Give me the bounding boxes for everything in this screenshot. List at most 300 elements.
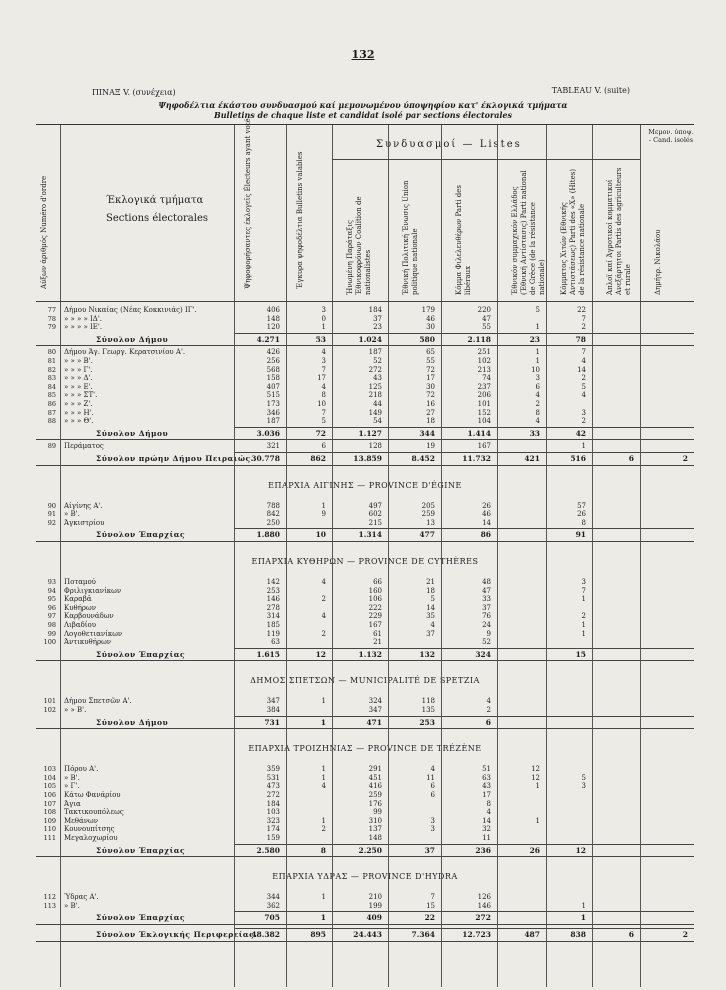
cell-value: 1	[321, 893, 326, 902]
cell-value: 148	[266, 314, 280, 323]
cell-value: 215	[368, 518, 382, 527]
cell-value: 76	[482, 612, 491, 621]
cell-value: 237	[477, 382, 491, 391]
cell-value: 146	[477, 901, 491, 910]
cell-value: 473	[266, 782, 280, 791]
cell-value: 15	[575, 649, 586, 659]
cell-value: 2	[682, 454, 688, 463]
cell-value: 6	[430, 791, 435, 799]
row-number: 90	[47, 501, 56, 510]
cell-value: 72	[426, 391, 435, 400]
cell-value: 102	[477, 357, 491, 365]
cell-value: 43	[482, 782, 491, 791]
cell-value: 222	[368, 603, 382, 612]
cell-value: 44	[373, 400, 382, 408]
col-header-order: Αύξων άριθμός Numéro d'ordre	[40, 175, 48, 289]
cell-value: 27	[426, 408, 435, 417]
table-column-rule	[286, 125, 287, 987]
cell-value: 48.382	[251, 930, 280, 939]
cell-value: 5	[581, 773, 586, 782]
table-column-rule	[546, 125, 547, 987]
cell-value: 2	[581, 323, 586, 332]
cell-value: 185	[266, 621, 280, 629]
cell-value: 52	[373, 357, 382, 365]
table-column-rule	[592, 125, 593, 987]
cell-value: 1	[580, 913, 586, 923]
section-name: Καρβουνάδων	[64, 612, 114, 621]
total-rule	[234, 648, 694, 649]
section-name: Λιβαδίου	[64, 621, 97, 629]
cell-value: 14	[482, 816, 491, 825]
total-label: Σύνολον Έπαρχίας	[96, 649, 186, 659]
row-number: 95	[47, 595, 56, 604]
row-number: 104	[43, 773, 56, 782]
cell-value: 324	[475, 649, 491, 659]
cell-value: 35	[426, 612, 435, 621]
cell-value: 37	[426, 629, 435, 638]
table-column-rule	[441, 125, 442, 987]
section-name: Τακτικουπόλεως	[64, 808, 124, 817]
col-header-listes: Συνδυασμοί — Listes	[376, 139, 522, 150]
cell-value: 184	[368, 306, 382, 314]
total-rule	[234, 333, 694, 334]
section-name: Άγια	[64, 799, 81, 808]
cell-value: 37	[424, 845, 435, 855]
row-number: 82	[47, 365, 56, 374]
cell-value: 19	[426, 442, 435, 451]
cell-value: 13.859	[353, 454, 382, 463]
row-number: 86	[47, 400, 56, 408]
col-header-sections-fr: Sections électorales	[106, 213, 209, 224]
cell-value: 471	[366, 717, 382, 727]
cell-value: 4	[321, 578, 326, 586]
section-name: Ύδρας Α'.	[64, 893, 99, 902]
row-number: 110	[43, 825, 56, 834]
cell-value: 23	[373, 323, 382, 332]
cell-value: 1	[581, 621, 586, 629]
cell-value: 118	[421, 697, 435, 706]
cell-value: 346	[266, 408, 280, 417]
cell-value: 2.250	[358, 845, 382, 855]
cell-value: 1	[581, 442, 586, 451]
cell-value: 101	[477, 400, 491, 408]
cell-value: 66	[373, 578, 382, 586]
cell-value: 24.443	[353, 930, 382, 939]
cell-value: 7.364	[411, 930, 435, 939]
cell-value: 531	[266, 773, 280, 782]
total-label: Σύνολον Δήμου	[96, 428, 169, 438]
results-table	[36, 118, 694, 987]
section-heading: ΔΗΜΟΣ ΣΠΕΤΣΩΝ — MUNICIPALITÉ DE SPETZIA	[250, 676, 480, 686]
col-header-list-7: Δημήτρ. Νικολάου	[654, 229, 662, 295]
section-rule	[36, 660, 694, 661]
cell-value: 421	[524, 454, 540, 463]
cell-value: 259	[368, 791, 382, 799]
cell-value: 4	[486, 808, 491, 817]
section-name: » » Β'.	[64, 706, 87, 714]
cell-value: 220	[477, 306, 491, 314]
cell-value: 18	[426, 417, 435, 426]
cell-value: 4	[430, 621, 435, 629]
cell-value: 7	[321, 408, 326, 417]
cell-value: 2	[682, 930, 688, 939]
cell-value: 1.314	[358, 530, 382, 540]
cell-value: 2.580	[256, 845, 280, 855]
cell-value: 7	[581, 586, 586, 595]
cell-value: 43	[373, 374, 382, 383]
cell-value: 61	[373, 629, 382, 638]
cell-value: 229	[368, 612, 382, 621]
cell-value: 1	[581, 595, 586, 604]
section-name: Αίγίνης Α'.	[64, 501, 103, 510]
cell-value: 63	[271, 638, 280, 647]
total-label: Σύνολον Έπαρχίας	[96, 845, 186, 855]
row-number: 91	[47, 510, 56, 519]
section-name: » » » ΣΤ'.	[64, 391, 98, 400]
cell-value: 1	[581, 901, 586, 910]
cell-value: 47	[482, 586, 491, 595]
cell-value: 63	[482, 773, 491, 782]
cell-value: 54	[373, 417, 382, 426]
cell-value: 15	[426, 901, 435, 910]
cell-value: 236	[475, 845, 491, 855]
cell-value: 187	[368, 348, 382, 357]
row-number: 108	[43, 808, 56, 817]
cell-value: 30	[426, 382, 435, 391]
cell-value: 22	[577, 306, 586, 314]
cell-value: 125	[368, 382, 382, 391]
cell-value: 6	[535, 382, 540, 391]
cell-value: 7	[581, 314, 586, 323]
cell-value: 126	[477, 893, 491, 902]
total-rule	[234, 452, 694, 453]
cell-value: 324	[368, 697, 382, 706]
cell-value: 119	[266, 629, 280, 638]
total-label: Σύνολον Έπαρχίας	[96, 530, 186, 540]
row-number: 97	[47, 612, 56, 621]
cell-value: 1.127	[358, 428, 382, 438]
cell-value: 37	[482, 603, 491, 612]
cell-value: 6	[485, 717, 491, 727]
total-label: Σύνολον Έκλογικής Περιφερείας.	[96, 930, 258, 939]
row-number: 96	[47, 603, 56, 612]
cell-value: 146	[266, 595, 280, 604]
title-greek: Ψηφοδέλτια έκάστου συνδυασμού καί μεμονωμένου ύποψηφίου κατ' έκλογικά τμήματα	[158, 100, 568, 110]
cell-value: 568	[266, 365, 280, 374]
cell-value: 451	[368, 773, 382, 782]
row-number: 99	[47, 629, 56, 638]
row-number: 89	[47, 442, 56, 451]
cell-value: 72	[426, 365, 435, 374]
page-number: 132	[351, 48, 375, 61]
cell-value: 4	[581, 391, 586, 400]
row-number: 103	[43, 765, 56, 774]
total-rule	[234, 427, 694, 428]
cell-value: 26	[482, 501, 491, 510]
cell-value: 14	[482, 518, 491, 527]
section-name: » » » Β'.	[64, 357, 93, 365]
cell-value: 26	[529, 845, 540, 855]
section-name: Μεθάνων	[64, 816, 98, 825]
cell-value: 1	[321, 773, 326, 782]
cell-value: 8	[320, 845, 326, 855]
cell-value: 2	[581, 374, 586, 383]
cell-value: 1	[535, 816, 540, 825]
cell-value: 55	[482, 323, 491, 332]
section-name: Δήμου Σπετσῶν Α'.	[64, 697, 132, 706]
cell-value: 1	[535, 357, 540, 365]
cell-value: 12	[315, 649, 326, 659]
total-label: Σύνολον πρώην Δήμου Πειραιώς.	[96, 454, 254, 463]
cell-value: 1.132	[358, 649, 382, 659]
cell-value: 8	[581, 518, 586, 527]
cell-value: 4	[535, 417, 540, 426]
cell-value: 259	[421, 510, 435, 519]
row-number: 85	[47, 391, 56, 400]
cell-value: 7	[430, 893, 435, 902]
row-number: 81	[47, 357, 56, 365]
cell-value: 213	[477, 365, 491, 374]
table-column-rule	[332, 125, 333, 987]
cell-value: 3	[581, 782, 586, 791]
cell-value: 838	[570, 930, 586, 939]
section-rule	[36, 465, 694, 466]
section-name: Ποταμού	[64, 578, 96, 586]
cell-value: 51	[482, 765, 491, 774]
cell-value: 158	[266, 374, 280, 383]
cell-value: 167	[368, 621, 382, 629]
cell-value: 199	[368, 901, 382, 910]
cell-value: 8	[321, 391, 326, 400]
cell-value: 6	[321, 442, 326, 451]
cell-value: 6	[430, 782, 435, 791]
row-number: 79	[47, 323, 56, 332]
cell-value: 206	[477, 391, 491, 400]
row-number: 88	[47, 417, 56, 426]
section-rule	[36, 856, 694, 857]
cell-value: 359	[266, 765, 280, 774]
cell-value: 253	[266, 586, 280, 595]
row-number: 107	[43, 799, 56, 808]
total-label: Σύνολον Έπαρχίας	[96, 913, 186, 923]
section-name: Δήμου Νικαίας (Νέας Κοκκινιάς) ΙΓ'.	[64, 306, 197, 314]
section-name: Κυθήρων	[64, 603, 96, 612]
cell-value: 2	[486, 706, 491, 714]
cell-value: 33	[529, 428, 540, 438]
cell-value: 3	[430, 816, 435, 825]
cell-value: 4	[321, 782, 326, 791]
header-left: ΠΙΝΑΞ V. (συνέχεια)	[92, 88, 176, 97]
cell-value: 3	[581, 578, 586, 586]
section-name: » Β'.	[64, 510, 80, 519]
cell-value: 8	[535, 408, 540, 417]
cell-value: 416	[368, 782, 382, 791]
cell-value: 1	[321, 697, 326, 706]
cell-value: 1.024	[358, 334, 382, 344]
cell-value: 149	[368, 408, 382, 417]
cell-value: 42	[575, 428, 586, 438]
cell-value: 14	[577, 365, 586, 374]
cell-value: 210	[368, 893, 382, 902]
cell-value: 314	[266, 612, 280, 621]
cell-value: 152	[477, 408, 491, 417]
col-header-list-6: Άπλοϊ καί Άγροτικοί κομματικοί Ανεξάρτητοι Partis des agriculteurs et rurale	[606, 167, 632, 295]
total-label: Σύνολον Δήμου	[96, 717, 169, 727]
cell-value: 1	[535, 782, 540, 791]
cell-value: 2	[535, 400, 540, 408]
cell-value: 21	[426, 578, 435, 586]
table-column-rule	[388, 125, 389, 987]
section-heading: ΕΠΑΡΧΙΑ ΤΡΟΙΖΗΝΙΑΣ — PROVINCE DE TRÉZÈNE	[248, 744, 482, 754]
cell-value: 344	[266, 893, 280, 902]
cell-value: 11.732	[462, 454, 491, 463]
cell-value: 11	[426, 773, 435, 782]
cell-value: 12	[575, 845, 586, 855]
cell-value: 1	[320, 717, 326, 727]
row-number: 84	[47, 382, 56, 391]
table-header-rule	[36, 301, 694, 302]
cell-value: 731	[264, 717, 280, 727]
cell-value: 4	[486, 697, 491, 706]
row-number: 111	[43, 834, 56, 842]
cell-value: 173	[266, 400, 280, 408]
cell-value: 477	[419, 530, 435, 540]
cell-value: 362	[266, 901, 280, 910]
row-number: 102	[43, 706, 56, 714]
cell-value: 167	[477, 442, 491, 451]
cell-value: 251	[477, 348, 491, 357]
cell-value: 23	[529, 334, 540, 344]
cell-value: 250	[266, 518, 280, 527]
cell-value: 160	[368, 586, 382, 595]
cell-value: 842	[266, 510, 280, 519]
cell-value: 1	[321, 323, 326, 332]
cell-value: 291	[368, 765, 382, 774]
cell-value: 74	[482, 374, 491, 383]
section-name: Λογοθετιανίκων	[64, 629, 123, 638]
cell-value: 5	[321, 417, 326, 426]
cell-value: 1	[535, 348, 540, 357]
cell-value: 218	[368, 391, 382, 400]
cell-value: 11	[482, 834, 491, 842]
cell-value: 53	[315, 334, 326, 344]
row-number: 78	[47, 314, 56, 323]
cell-value: 2	[581, 417, 586, 426]
row-number: 98	[47, 621, 56, 629]
table-column-rule	[60, 125, 61, 987]
cell-value: 18	[426, 586, 435, 595]
section-heading: ΕΠΑΡΧΙΑ ΥΔΡΑΣ — PROVINCE D'HYDRA	[272, 872, 458, 882]
cell-value: 10	[531, 365, 540, 374]
cell-value: 99	[373, 808, 382, 817]
section-rule	[36, 728, 694, 729]
section-rule	[36, 439, 694, 440]
cell-value: 47	[482, 314, 491, 323]
cell-value: 0	[321, 314, 326, 323]
cell-value: 179	[421, 306, 435, 314]
cell-value: 12	[531, 765, 540, 774]
cell-value: 17	[482, 791, 491, 799]
table-column-rule	[640, 125, 641, 987]
cell-value: 310	[368, 816, 382, 825]
cell-value: 16	[426, 400, 435, 408]
row-number: 106	[43, 791, 56, 799]
cell-value: 104	[477, 417, 491, 426]
cell-value: 2	[321, 825, 326, 834]
section-name: » » » Θ'.	[64, 417, 94, 426]
section-heading: ΕΠΑΡΧΙΑ ΑΙΓΙΝΗΣ — PROVINCE D'ÉGINE	[268, 480, 462, 490]
cell-value: 2	[581, 612, 586, 621]
cell-value: 4.271	[256, 334, 280, 344]
cell-value: 256	[266, 357, 280, 365]
cell-value: 10	[317, 400, 326, 408]
cell-value: 272	[475, 913, 491, 923]
cell-value: 1.880	[256, 530, 280, 540]
cell-value: 347	[368, 706, 382, 714]
section-name: » Γ'.	[64, 782, 80, 791]
row-number: 101	[43, 697, 56, 706]
cell-value: 8	[486, 799, 491, 808]
col-header-sections-gr: Έκλογικά τμήματα	[106, 195, 204, 206]
cell-value: 48	[482, 578, 491, 586]
col-header-voters: Ψηφοφορήσαντες έκλογεῖς Électeurs ayant voté	[244, 118, 252, 289]
cell-value: 4	[321, 348, 326, 357]
total-rule	[234, 716, 694, 717]
cell-value: 1	[581, 629, 586, 638]
cell-value: 409	[366, 913, 382, 923]
row-number: 113	[43, 901, 56, 910]
cell-value: 384	[266, 706, 280, 714]
section-name: Άγκιστρίου	[64, 518, 105, 527]
cell-value: 46	[426, 314, 435, 323]
cell-value: 10	[315, 530, 326, 540]
section-rule	[36, 345, 694, 346]
cell-value: 5	[581, 382, 586, 391]
cell-value: 3	[321, 306, 326, 314]
cell-value: 174	[266, 825, 280, 834]
col-header-list-1: Ήνωμένη Παράταξις Έθνικοφρόνων Coalition de nationalistes	[346, 196, 372, 295]
cell-value: 407	[266, 382, 280, 391]
section-name: » » » Ζ'.	[64, 400, 93, 408]
cell-value: 6	[628, 454, 634, 463]
cell-value: 1	[535, 323, 540, 332]
cell-value: 3	[581, 408, 586, 417]
section-name: Δήμου Άγ. Γεωργ. Κερατσινίου Α'.	[64, 348, 186, 357]
cell-value: 705	[264, 913, 280, 923]
cell-value: 106	[368, 595, 382, 604]
cell-value: 12	[531, 773, 540, 782]
cell-value: 46	[482, 510, 491, 519]
cell-value: 32	[482, 825, 491, 834]
cell-value: 91	[575, 530, 586, 540]
section-name: » » » Ε'.	[64, 382, 93, 391]
cell-value: 5	[430, 595, 435, 604]
cell-value: 103	[266, 808, 280, 817]
cell-value: 4	[321, 612, 326, 621]
section-name: Περάματος	[64, 442, 104, 451]
cell-value: 347	[266, 697, 280, 706]
cell-value: 4	[581, 357, 586, 365]
row-number: 109	[43, 816, 56, 825]
cell-value: 4	[535, 391, 540, 400]
cell-value: 8.452	[411, 454, 435, 463]
row-number: 94	[47, 586, 56, 595]
cell-value: 580	[419, 334, 435, 344]
section-name: Πόρου Α'.	[64, 765, 99, 774]
row-number: 100	[43, 638, 56, 647]
row-number: 93	[47, 578, 56, 586]
cell-value: 7	[581, 348, 586, 357]
